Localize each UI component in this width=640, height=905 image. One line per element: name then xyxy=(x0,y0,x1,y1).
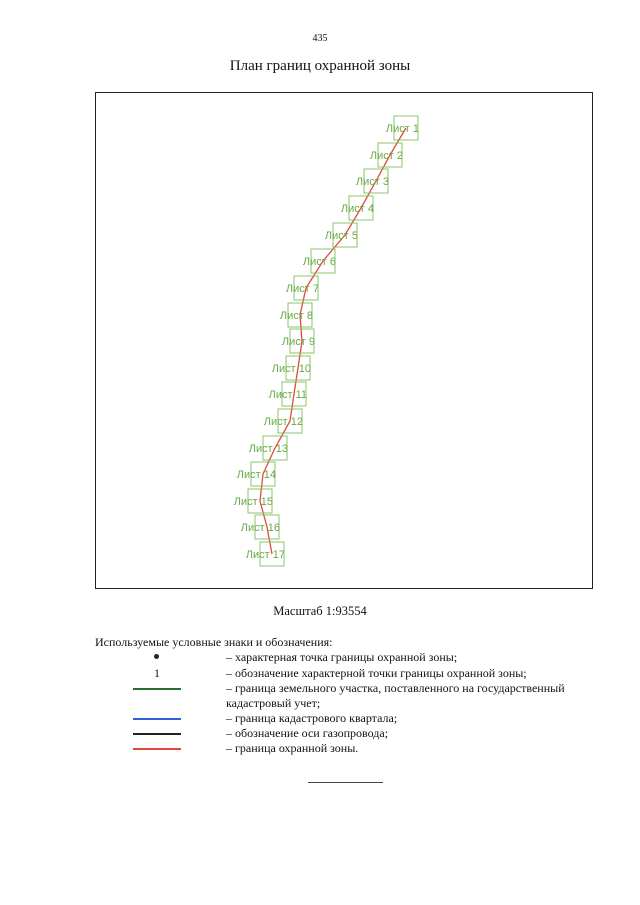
sheet-label: Лист 11 xyxy=(268,389,307,401)
legend-item-land-plot xyxy=(0,681,640,710)
legend-item-text: – обозначение оси газопровода; xyxy=(226,726,389,740)
protection-zone-line-icon xyxy=(133,741,181,757)
pipeline-axis-line-icon xyxy=(133,726,181,742)
legend-item-protection-zone xyxy=(0,741,640,757)
sheet-label: Лист 1 xyxy=(385,123,419,135)
sheet-label: Лист 9 xyxy=(281,336,315,348)
legend-item-cadastral-quarter xyxy=(0,711,640,727)
legend-item-text: – граница земельного участка, поставленного на государственный кадастровый учет; xyxy=(226,681,565,710)
sheet-label: Лист 8 xyxy=(279,310,313,322)
legend-item-text: – характерная точка границы охранной зоны; xyxy=(226,650,458,664)
sheet-label: Лист 17 xyxy=(245,549,285,561)
legend-heading: Используемые условные знаки и обозначения: xyxy=(95,635,333,649)
land-plot-line-icon xyxy=(133,681,181,697)
sheet-label: Лист 14 xyxy=(236,469,276,481)
legend-item-text: – граница кадастрового квартала; xyxy=(226,711,398,725)
map-scale: Масштаб 1:93554 xyxy=(273,604,367,618)
point-marker-icon xyxy=(133,650,181,666)
page-title: План границ охранной зоны xyxy=(229,58,411,74)
page-number: 435 xyxy=(312,33,328,44)
cadastral-quarter-line-icon xyxy=(133,711,181,727)
sheet-label: Лист 2 xyxy=(369,150,403,162)
footer-divider xyxy=(308,782,383,783)
legend-item-text: – граница охранной зоны. xyxy=(226,741,359,755)
sheet-label: Лист 6 xyxy=(302,256,336,268)
sheet-label: Лист 5 xyxy=(324,230,358,242)
sheet-label: Лист 16 xyxy=(240,522,280,534)
route-map xyxy=(96,93,594,590)
sheet-label: Лист 12 xyxy=(263,416,303,428)
legend-item-point xyxy=(0,650,640,666)
legend-item-pipeline-axis xyxy=(0,726,640,742)
sheet-label: Лист 3 xyxy=(355,176,389,188)
sheet-label: Лист 7 xyxy=(285,283,319,295)
sheet-label: Лист 10 xyxy=(271,363,311,375)
legend-item-text: – обозначение характерной точки границы охранной зоны; xyxy=(226,666,527,680)
sheet-label: Лист 13 xyxy=(248,443,288,455)
point-number-symbol: 1 xyxy=(154,666,160,680)
sheet-label: Лист 15 xyxy=(233,496,273,508)
sheet-label: Лист 4 xyxy=(340,203,374,215)
map-frame xyxy=(95,92,593,589)
legend-item-point-number xyxy=(0,666,640,682)
